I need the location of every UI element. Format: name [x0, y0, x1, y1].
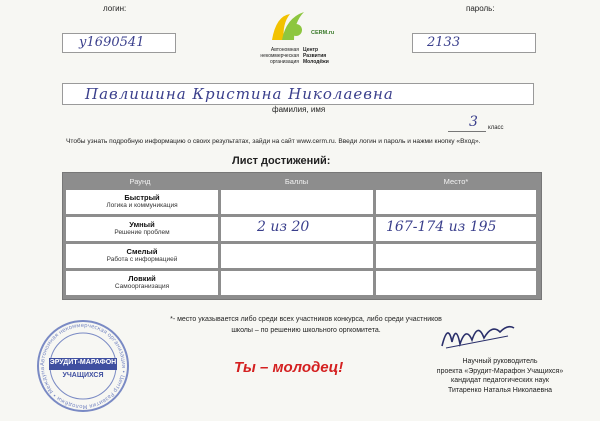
class-underline — [448, 131, 486, 132]
header-place: Место* — [443, 177, 469, 186]
place-cell — [376, 190, 536, 214]
stamp-seal — [35, 318, 131, 414]
table-row — [66, 271, 218, 295]
class-value: 3 — [469, 114, 478, 130]
logo-site: CERM.ru — [311, 30, 335, 36]
score-cell — [221, 244, 373, 268]
score-cell — [221, 190, 373, 214]
name-field — [62, 83, 534, 105]
footnote: *- место указывается либо среди всех участников конкурса, либо среди участников школы – по решению школьного оргкомитета. — [170, 316, 442, 334]
name-caption: фамилия, имя — [272, 105, 326, 114]
round-desc: Логика и коммуникация — [106, 202, 178, 209]
instructions-text: Чтобы узнать подробную информацию о своих результатах, зайди на сайт www.cerm.ru. Введи логин и пароль и нажми кнопку «Вход». — [66, 138, 481, 145]
header-round: Раунд — [129, 177, 151, 186]
score-value: 2 из 20 — [257, 219, 310, 235]
round-name: Смелый — [126, 247, 158, 256]
logo-org-right: Центр Развития Молодёжи — [303, 47, 329, 65]
signature-line: проекта «Эрудит-Марафон Учащихся» — [436, 367, 564, 375]
score-cell — [221, 271, 373, 295]
round-desc: Решение проблем — [114, 229, 170, 236]
password-field — [412, 33, 536, 53]
stamp-center-bottom: УЧАЩИХСЯ — [62, 372, 104, 379]
login-value: у1690541 — [79, 35, 145, 50]
place-value: 167-174 из 195 — [386, 219, 497, 235]
password-value: 2133 — [427, 35, 461, 50]
cerm-logo — [256, 10, 346, 72]
signature-block — [410, 357, 590, 395]
achievements-table — [62, 172, 542, 300]
table-row — [66, 190, 218, 214]
signature-line: кандидат педагогических наук — [451, 377, 549, 384]
round-name: Быстрый — [124, 193, 160, 202]
table-row — [66, 244, 218, 268]
place-cell — [376, 271, 536, 295]
signature-scribble — [438, 318, 518, 352]
logo-org-left: Автономная некоммерческая организация — [260, 47, 299, 65]
praise-text: Ты – молодец! — [234, 359, 344, 376]
header-score: Баллы — [284, 177, 309, 186]
password-label: пароль: — [466, 4, 495, 13]
stamp-center-top: ЭРУДИТ-МАРАФОН — [49, 359, 117, 366]
stamp-ring-text: Автономная некоммерческая организация • Центр Развития Молодёжи • Междуна — [39, 322, 127, 410]
student-name: Павлишина Кристина Николаевна — [85, 85, 394, 103]
place-cell — [376, 217, 536, 241]
logo-icon — [270, 10, 310, 46]
signature-line: Титаренко Наталья Николаевна — [447, 386, 552, 394]
class-caption: класс — [488, 125, 504, 131]
round-desc: Самоорганизация — [114, 283, 170, 290]
round-desc: Работа с информацией — [106, 256, 178, 263]
table-row — [66, 217, 218, 241]
round-name: Ловкий — [128, 274, 156, 283]
login-label: логин: — [103, 4, 127, 13]
round-name: Умный — [129, 220, 155, 229]
place-cell — [376, 244, 536, 268]
signature-line: Научный руководитель — [462, 358, 538, 365]
page-title: Лист достижений: — [232, 155, 331, 167]
organization-stamp — [35, 318, 131, 414]
score-cell — [221, 217, 373, 241]
login-field — [62, 33, 176, 53]
